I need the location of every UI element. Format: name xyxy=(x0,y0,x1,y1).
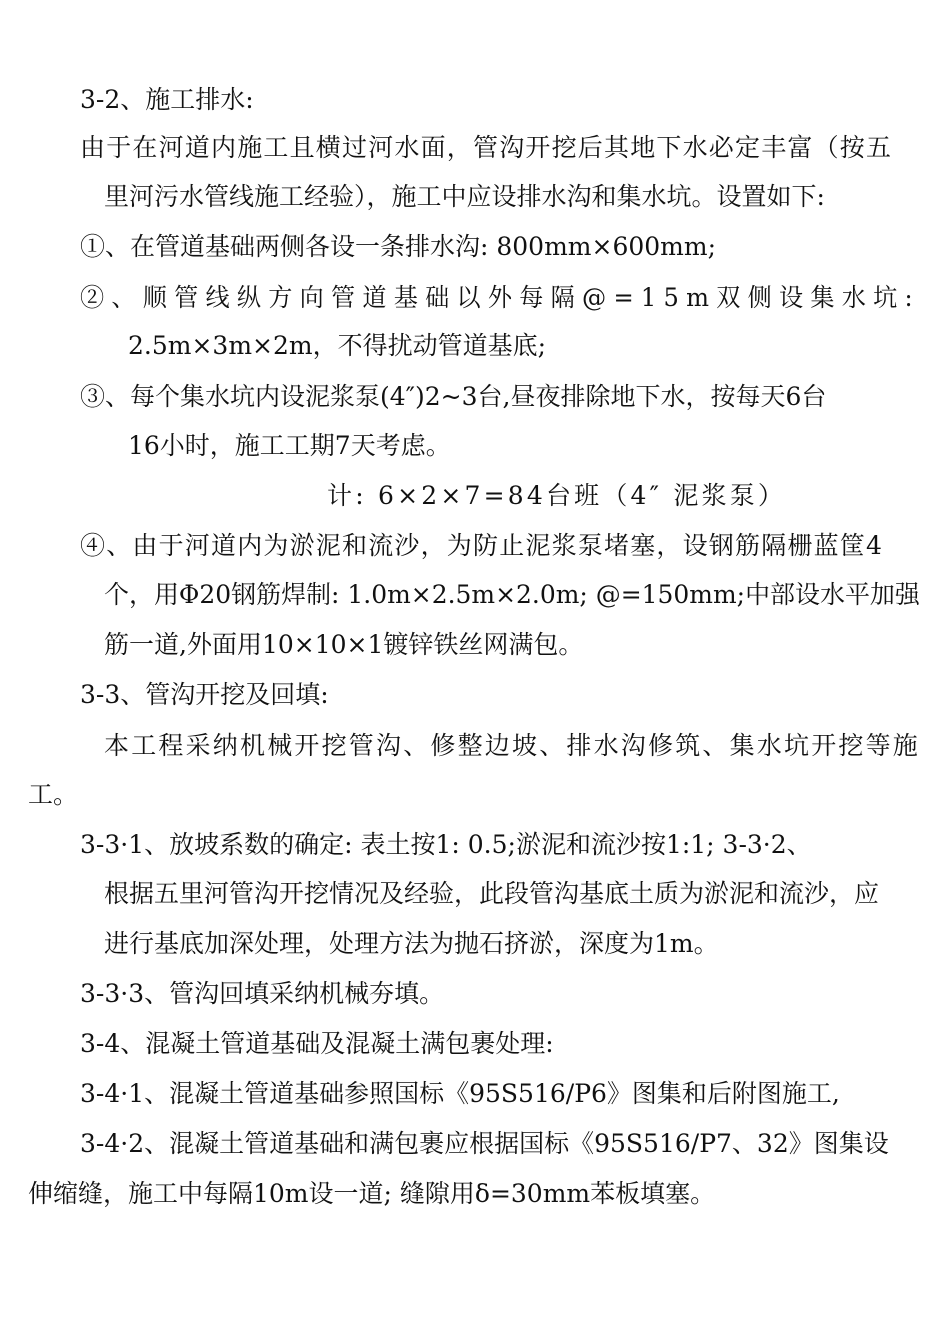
paragraph-line: 根据五里河管沟开挖情况及经验，此段管沟基底土质为淤泥和流沙，应 xyxy=(104,879,880,908)
calculation-line: 计: 6×2×7=84台班（4″ 泥浆泵） xyxy=(327,481,787,510)
list-item-2-continuation: 2.5m×3m×2m，不得扰动管道基底; xyxy=(128,331,547,360)
section-heading-3-3: 3-3、管沟开挖及回填: xyxy=(80,680,329,709)
list-item-3: ③、每个集水坑内设泥浆泵(4″)2~3台,昼夜排除地下水，按每天6台 xyxy=(80,382,827,411)
subsection-3-3-1: 3-3·1、放坡系数的确定: 表土按1: 0.5;淤泥和流沙按1:1; 3-3·2、 xyxy=(80,830,812,859)
paragraph-line: 伸缩缝，施工中每隔10m设一道; 缝隙用δ=30mm苯板填塞。 xyxy=(28,1179,716,1208)
paragraph-line: 由于在河道内施工且横过河水面，管沟开挖后其地下水必定丰富（按五 xyxy=(80,133,893,162)
paragraph-line: 里河污水管线施工经验），施工中应设排水沟和集水坑。设置如下: xyxy=(104,182,825,211)
list-item-2: ②、顺管线纵方向管道基础以外每隔@=15m双侧设集水坑: xyxy=(80,283,920,312)
subsection-3-4-1: 3-4·1、混凝土管道基础参照国标《95S516/P6》图集和后附图施工, xyxy=(80,1079,840,1108)
list-item-4-continuation: 筋一道,外面用10×10×1镀锌铁丝网满包。 xyxy=(104,630,584,659)
list-item-3-continuation: 16小时，施工工期7天考虑。 xyxy=(128,431,451,460)
subsection-3-4-2: 3-4·2、混凝土管道基础和满包裹应根据国标《95S516/P7、32》图集设 xyxy=(80,1129,889,1158)
paragraph-line: 本工程采纳机械开挖管沟、修整边坡、排水沟修筑、集水坑开挖等施 xyxy=(104,731,921,760)
paragraph-line: 进行基底加深处理，处理方法为抛石挤淤，深度为1m。 xyxy=(104,929,719,958)
section-heading-3-4: 3-4、混凝土管道基础及混凝土满包裹处理: xyxy=(80,1029,554,1058)
subsection-3-3-3: 3-3·3、管沟回填采纳机械夯填。 xyxy=(80,979,445,1008)
list-item-4-continuation: 个，用Φ20钢筋焊制: 1.0m×2.5m×2.0m; @=150mm;中部设水平加强 xyxy=(104,580,920,609)
paragraph-line: 工。 xyxy=(28,780,79,809)
section-heading-3-2: 3-2、施工排水: xyxy=(80,85,254,114)
list-item-1: ①、在管道基础两侧各设一条排水沟: 800mm×600mm; xyxy=(80,232,716,261)
list-item-4: ④、由于河道内为淤泥和流沙，为防止泥浆泵堵塞，设钢筋隔栅蓝筐4 xyxy=(80,531,884,560)
